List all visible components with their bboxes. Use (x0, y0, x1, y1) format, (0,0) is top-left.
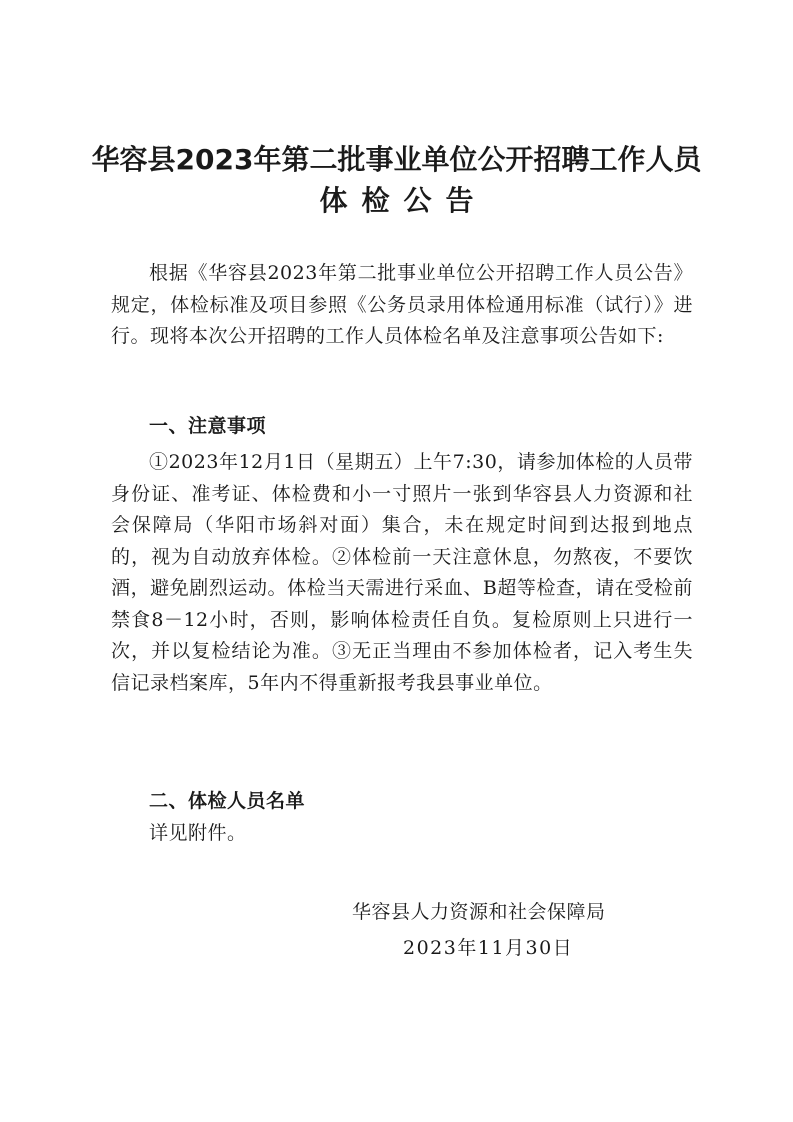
intro-text: 根据《华容县2023年第二批事业单位公开招聘工作人员公告》规定，体检标准及项目参照《公务员录用体检通用标准（试行）》进行。现将本次公开招聘的工作人员体检名单及注意事项公告如下: (111, 262, 693, 347)
notes-paragraph (111, 447, 693, 699)
intro-paragraph (111, 258, 693, 353)
section-heading-notes: 一、注意事项 (149, 415, 267, 437)
signature-organization: 华容县人力资源和社会保障局 (352, 901, 606, 923)
signature-date: 2023年11月30日 (403, 937, 574, 959)
document-title: 华容县2023年第二批事业单位公开招聘工作人员 (91, 143, 702, 176)
section-heading-list: 二、体检人员名单 (149, 790, 306, 812)
list-detail-text: 详见附件。 (149, 822, 247, 844)
document-subtitle: 体检公告 (319, 184, 488, 217)
notes-text: ①2023年12月1日（星期五）上午7:30，请参加体检的人员带身份证、准考证、体检费和小一寸照片一张到华容县人力资源和社会保障局（华阳市场斜对面）集合，未在规定时间到达报到地点的，视为自动放弃体检。②体检前一天注意休息，勿熬夜，不要饮酒，避免剧烈运动。体检当天需进行采血、B超等检查，请在受检前禁食8－12小时，否则，影响体检责任自负。复检原则上只进行一次，并以复检结论为准。③无正当理由不参加体检者，记入考生失信记录档案库，5年内不得重新报考我县事业单位。 (111, 451, 693, 694)
